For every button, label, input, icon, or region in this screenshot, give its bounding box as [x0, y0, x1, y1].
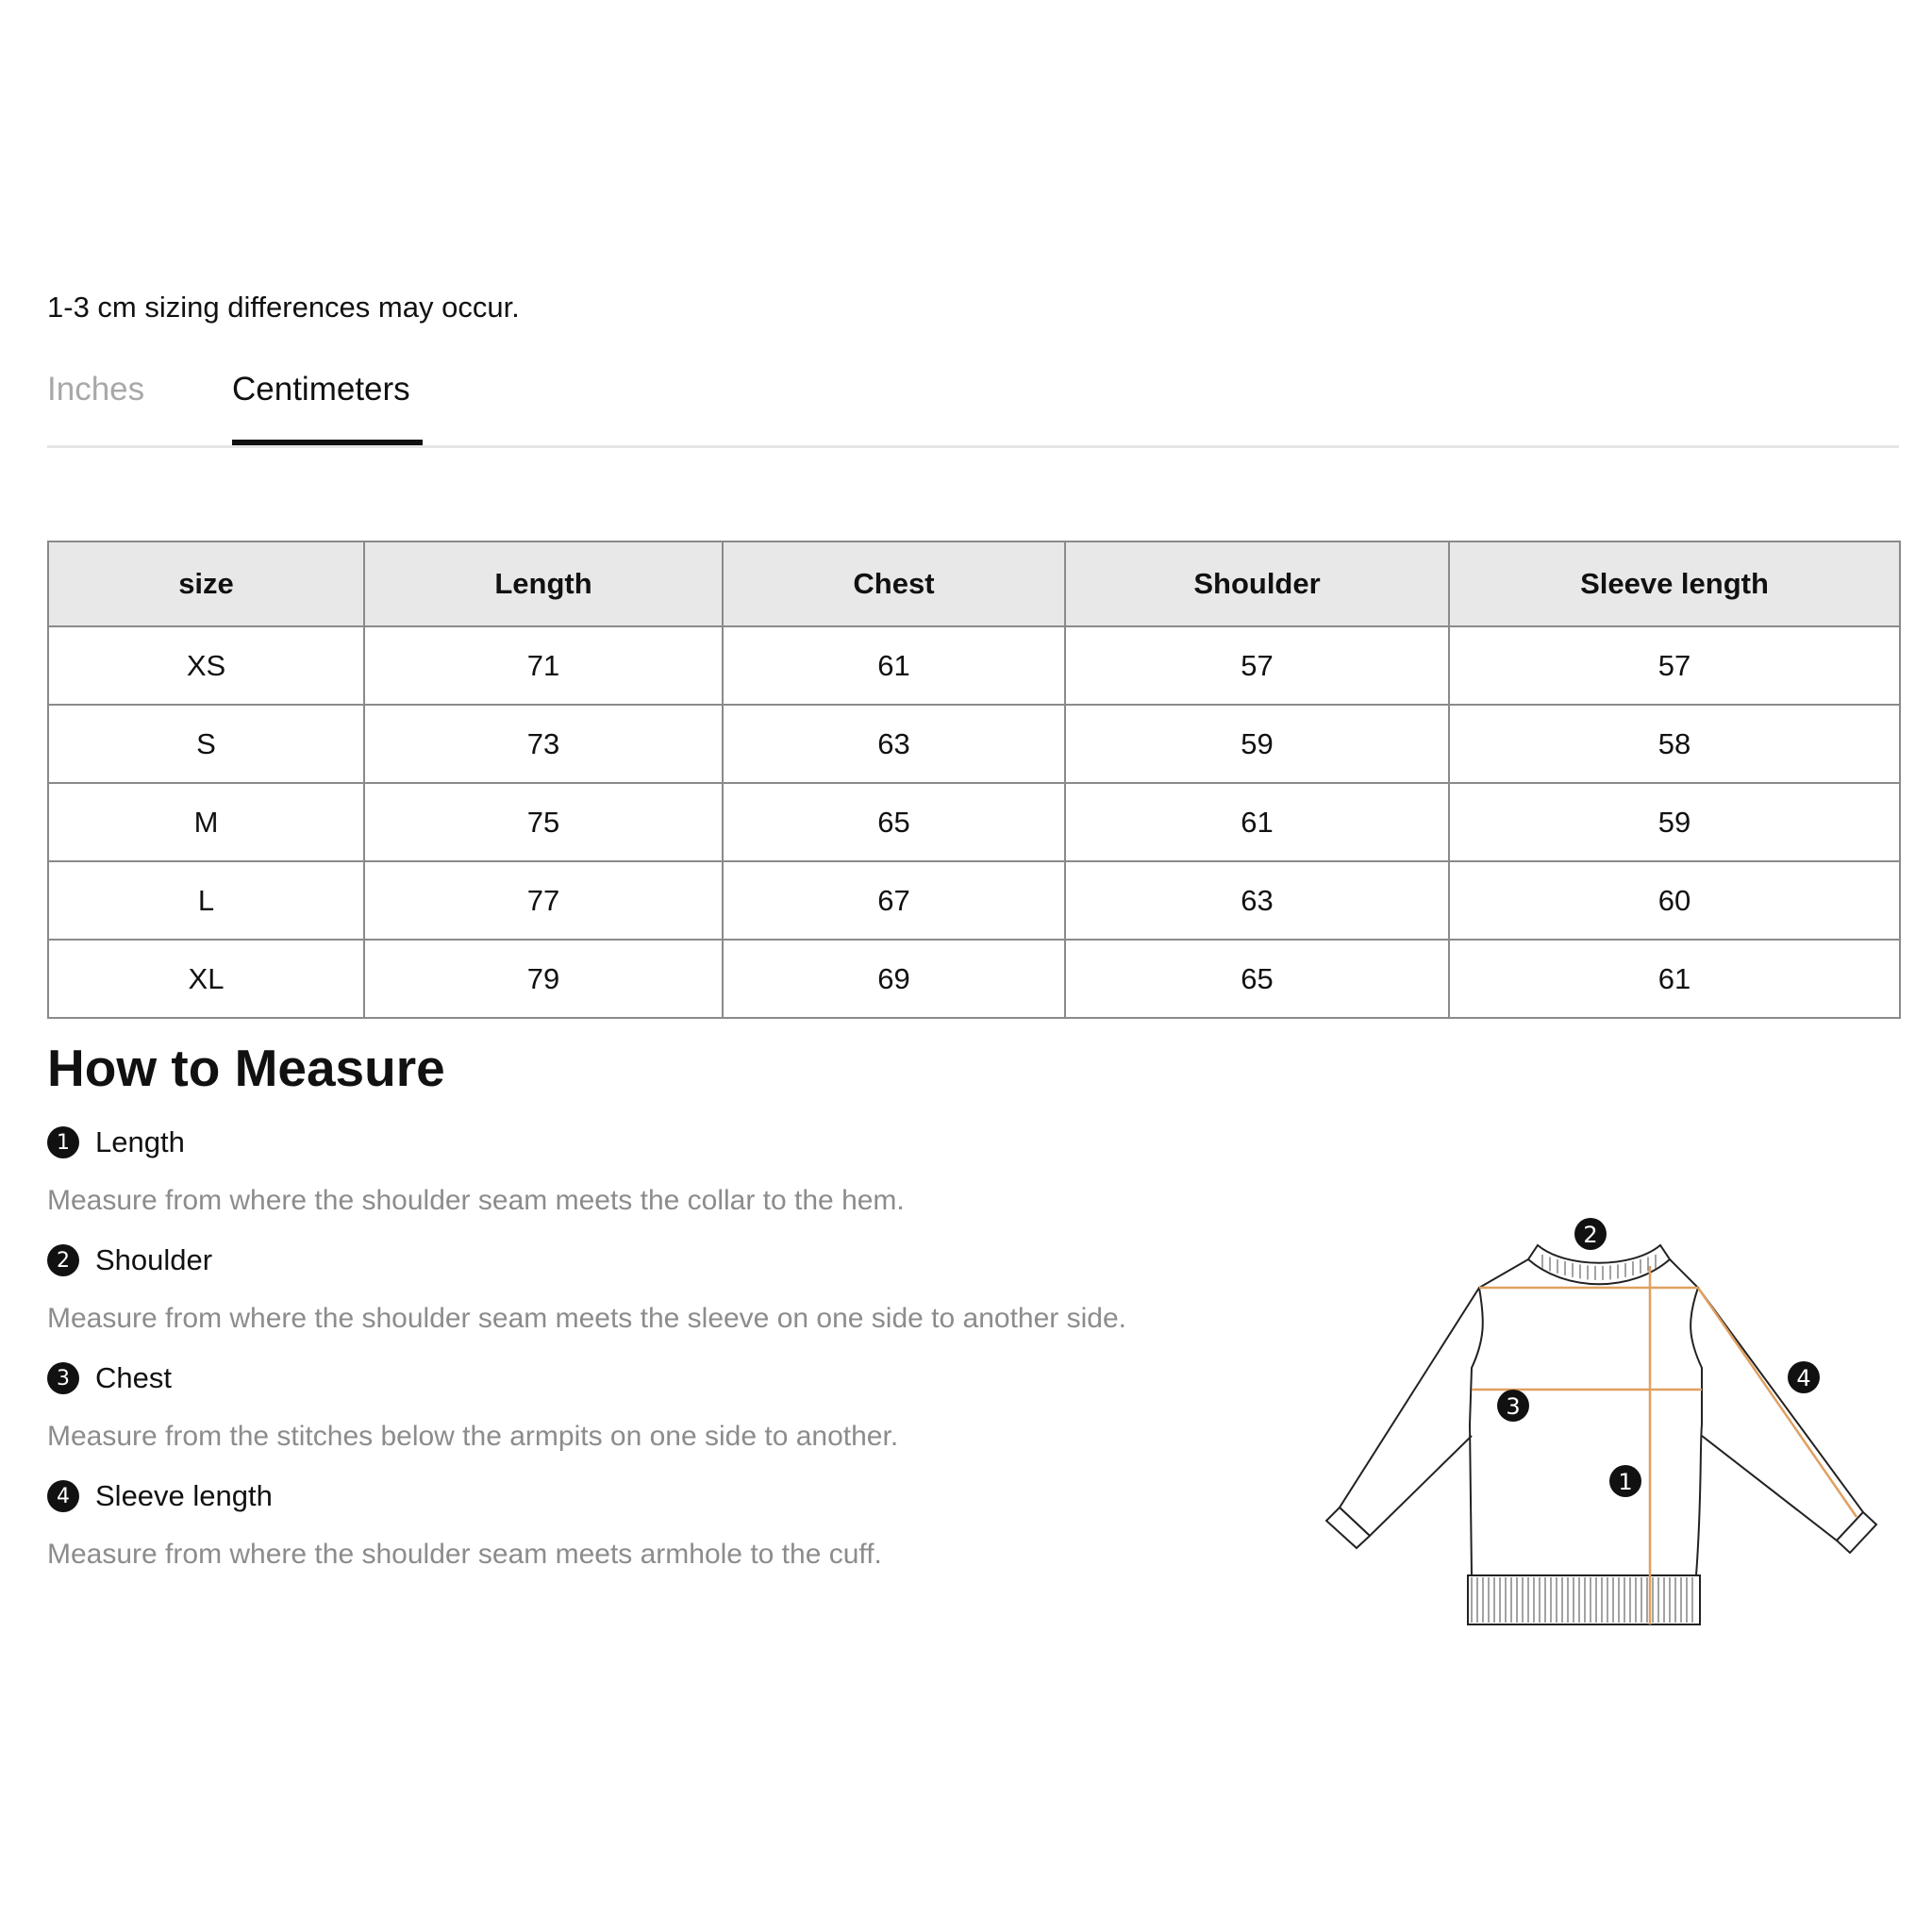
- measure-description: Measure from where the shoulder seam meets armhole to the cuff.: [47, 1539, 882, 1570]
- measure-label: Chest: [95, 1361, 172, 1394]
- cell-sleeve-length: 60: [1449, 861, 1900, 940]
- cell-sleeve-length: 61: [1449, 940, 1900, 1018]
- table-row: [48, 940, 1900, 1018]
- measure-item-shoulder: [47, 1243, 212, 1277]
- svg-text:3: 3: [1506, 1393, 1521, 1420]
- cell-size: L: [48, 861, 364, 940]
- cell-shoulder: 59: [1065, 705, 1449, 783]
- cell-sleeve-length: 57: [1449, 626, 1900, 705]
- table-row: [48, 705, 1900, 783]
- cell-size: XL: [48, 940, 364, 1018]
- cell-size: S: [48, 705, 364, 783]
- cell-length: 75: [364, 783, 723, 861]
- sweater-measurement-diagram-icon: [1283, 1189, 1906, 1641]
- header-length: Length: [364, 541, 723, 626]
- number-1-icon: 1: [47, 1126, 79, 1158]
- measure-item-sleeve-length: [47, 1479, 273, 1513]
- tab-centimeters[interactable]: Centimeters: [232, 371, 410, 408]
- table-row: [48, 626, 1900, 705]
- tab-inches[interactable]: Inches: [47, 371, 145, 408]
- cell-chest: 69: [723, 940, 1065, 1018]
- how-to-measure-title: How to Measure: [47, 1039, 445, 1097]
- header-sleeve-length: Sleeve length: [1449, 541, 1900, 626]
- header-chest: Chest: [723, 541, 1065, 626]
- cell-length: 73: [364, 705, 723, 783]
- table-header-row: [48, 541, 1900, 626]
- measure-item-length: [47, 1125, 185, 1159]
- active-tab-indicator: [232, 440, 423, 445]
- number-2-icon: 2: [47, 1244, 79, 1276]
- cell-shoulder: 57: [1065, 626, 1449, 705]
- cell-chest: 63: [723, 705, 1065, 783]
- cell-sleeve-length: 59: [1449, 783, 1900, 861]
- svg-text:4: 4: [1796, 1365, 1811, 1391]
- cell-length: 79: [364, 940, 723, 1018]
- unit-tabs: [47, 363, 1899, 448]
- header-shoulder: Shoulder: [1065, 541, 1449, 626]
- table-row: [48, 783, 1900, 861]
- cell-chest: 61: [723, 626, 1065, 705]
- sizing-note: 1-3 cm sizing differences may occur.: [47, 291, 520, 324]
- measure-description: Measure from where the shoulder seam meets the sleeve on one side to another side.: [47, 1303, 1126, 1334]
- measure-item-chest: [47, 1361, 172, 1395]
- cell-size: M: [48, 783, 364, 861]
- measure-label: Length: [95, 1125, 185, 1158]
- cell-length: 71: [364, 626, 723, 705]
- measure-label: Shoulder: [95, 1243, 213, 1276]
- cell-chest: 67: [723, 861, 1065, 940]
- cell-shoulder: 63: [1065, 861, 1449, 940]
- svg-text:1: 1: [1618, 1469, 1633, 1495]
- measure-description: Measure from the stitches below the armpits on one side to another.: [47, 1421, 899, 1452]
- number-4-icon: 4: [47, 1480, 79, 1512]
- measure-description: Measure from where the shoulder seam meets the collar to the hem.: [47, 1185, 905, 1216]
- table-row: [48, 861, 1900, 940]
- cell-shoulder: 61: [1065, 783, 1449, 861]
- svg-text:2: 2: [1583, 1222, 1598, 1248]
- cell-length: 77: [364, 861, 723, 940]
- cell-sleeve-length: 58: [1449, 705, 1900, 783]
- cell-size: XS: [48, 626, 364, 705]
- size-chart-table: [47, 541, 1901, 1019]
- cell-shoulder: 65: [1065, 940, 1449, 1018]
- number-3-icon: 3: [47, 1362, 79, 1394]
- measure-label: Sleeve length: [95, 1479, 273, 1512]
- header-size: size: [48, 541, 364, 626]
- cell-chest: 65: [723, 783, 1065, 861]
